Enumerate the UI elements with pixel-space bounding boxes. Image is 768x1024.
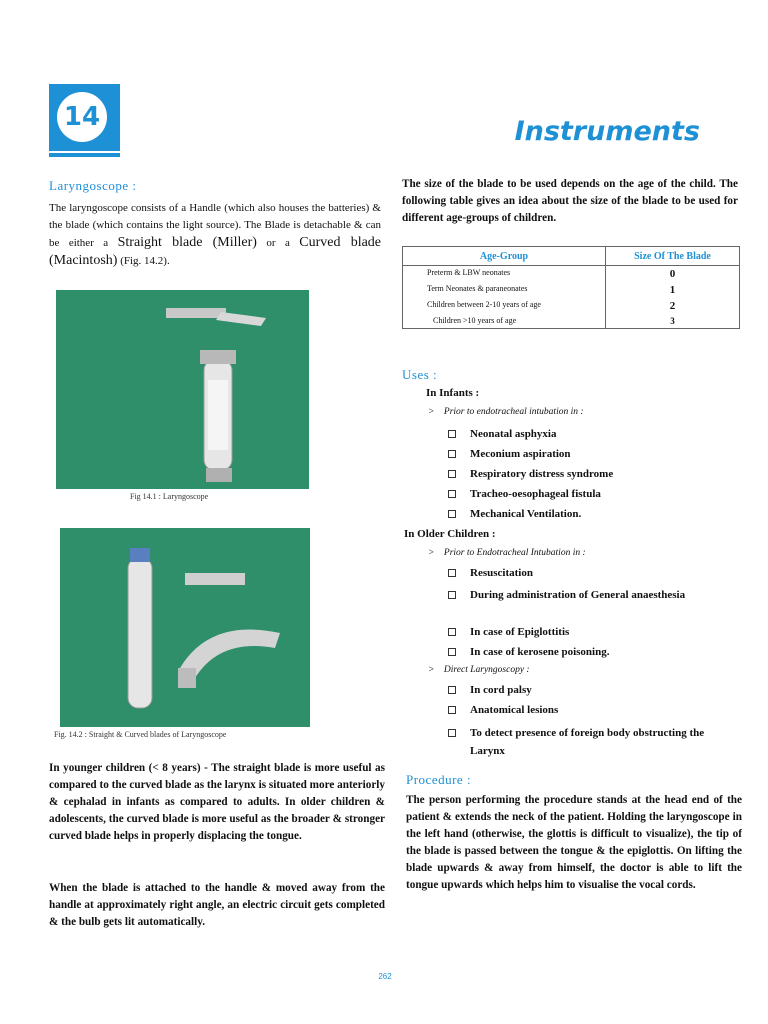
figure-14-1-caption: Fig 14.1 : Laryngoscope	[130, 492, 209, 501]
laryngoscope-blades-photo	[60, 528, 310, 727]
direct-laryngoscopy-sub: > Direct Laryngoscopy :	[428, 665, 530, 675]
bullet-box-icon	[448, 470, 456, 478]
bullet-box-icon	[448, 706, 456, 714]
table-cell-size: 2	[606, 298, 740, 314]
table-row	[403, 314, 740, 329]
older-children-label: In Older Children :	[404, 528, 496, 540]
bullet-box-icon	[448, 648, 456, 656]
table-row	[403, 282, 740, 298]
table-row	[403, 266, 740, 283]
table-cell-age-group: Children between 2-10 years of age	[403, 298, 606, 314]
laryngoscope-photo	[56, 290, 309, 489]
bullet-box-icon	[448, 490, 456, 498]
laryngoscope-blades-illustration	[60, 528, 310, 727]
table-header-row	[403, 247, 740, 266]
bullet-box-icon	[448, 628, 456, 636]
bullet-box-icon	[448, 729, 456, 737]
section-heading-laryngoscope: Laryngoscope :	[49, 178, 137, 193]
chapter-title: Instruments	[514, 116, 700, 147]
list-item: Tracheo-oesophageal fistula	[448, 488, 601, 500]
older-children-sub: > Prior to Endotracheal Intubation in :	[428, 548, 586, 558]
circuit-paragraph: When the blade is attached to the handle & moved away from the handle at approximately right angle, an electric circuit gets completed & the bulb gets lit automatically.	[49, 882, 385, 928]
list-item: To detect presence of foreign body obstructing the Larynx	[448, 724, 720, 760]
blade-size-intro: The size of the blade to be used depends on the age of the child. The following table gives an idea about the size of the blade to be used for different age-groups of children.	[402, 178, 738, 224]
table-row	[403, 298, 740, 314]
figure-14-2-caption: Fig. 14.2 : Straight & Curved blades of Laryngoscope	[54, 730, 227, 739]
bullet-box-icon	[448, 450, 456, 458]
bullet-box-icon	[448, 591, 456, 599]
table-cell-size: 0	[606, 266, 740, 283]
blade-choice-paragraph: In younger children (< 8 years) - The straight blade is more useful as compared to the curved blade as the larynx is situated more anteriorly & cephalad in infants as compared to adults. In older children & adolescents, the curved blade is more useful as the broader & stronger curved blade helps in properly displacing the tongue.	[49, 762, 385, 842]
section-heading-uses: Uses :	[402, 367, 438, 382]
chapter-number-badge	[49, 84, 120, 151]
infants-sub: > Prior to endotracheal intubation in :	[428, 407, 584, 417]
table-cell-size: 3	[606, 314, 740, 329]
table-cell-age-group: Children >10 years of age	[403, 314, 606, 329]
infants-label: In Infants :	[426, 387, 480, 399]
list-item: Meconium aspiration	[448, 448, 571, 460]
bullet-box-icon	[448, 510, 456, 518]
page-number: 262	[378, 972, 392, 981]
list-item: Respiratory distress syndrome	[448, 468, 613, 480]
chapter-rule	[49, 153, 120, 157]
table-header-age-group: Age-Group	[403, 247, 606, 266]
list-item: Neonatal asphyxia	[448, 428, 557, 440]
bullet-box-icon	[448, 569, 456, 577]
procedure-paragraph: The person performing the procedure stands at the head end of the patient & extends the neck of the patient. Holding the laryngoscope in the left hand (otherwise, the glottis is difficult to visualize), the tip of the blade is passed between the tongue & the epiglottis. On lifting the blade upwards & away from himself, the doctor is able to lift the tongue upwards which helps him to visualise the vocal cords.	[406, 794, 742, 891]
list-item: In case of kerosene poisoning.	[448, 646, 609, 658]
table-cell-age-group: Term Neonates & paraneonates	[403, 282, 606, 298]
bullet-box-icon	[448, 686, 456, 694]
list-item: In case of Epiglottitis	[448, 626, 569, 638]
section-heading-procedure: Procedure :	[406, 772, 472, 787]
list-item: Mechanical Ventilation.	[448, 508, 581, 520]
chapter-number: 14	[57, 92, 107, 142]
blade-size-table	[402, 246, 740, 329]
table-cell-size: 1	[606, 282, 740, 298]
list-item: During administration of General anaesthesia	[448, 587, 760, 604]
laryngoscope-illustration	[56, 290, 309, 489]
table-cell-age-group: Preterm & LBW neonates	[403, 266, 606, 283]
list-item: Resuscitation	[448, 567, 533, 579]
table-header-blade-size: Size Of The Blade	[606, 247, 740, 266]
blade-size-table-wrap	[402, 246, 740, 329]
bullet-box-icon	[448, 430, 456, 438]
list-item: In cord palsy	[448, 684, 532, 696]
laryngoscope-intro: The laryngoscope consists of a Handle (which also houses the batteries) & the blade (which contains the light source). The Blade is detachable & can be either a Straight blade (Miller) or a Curved blade (Macintosh) (Fig. 14.2).	[49, 202, 382, 268]
list-item: Anatomical lesions	[448, 704, 558, 716]
